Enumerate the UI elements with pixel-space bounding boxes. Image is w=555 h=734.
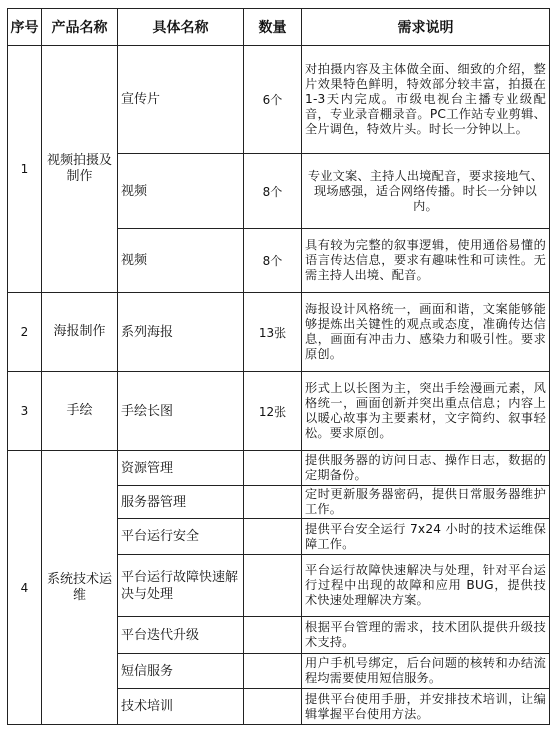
item-quantity bbox=[244, 555, 302, 617]
item-name: 系列海报 bbox=[118, 293, 244, 372]
row-index: 4 bbox=[8, 451, 42, 725]
requirements-table bbox=[7, 8, 550, 725]
item-name: 服务器管理 bbox=[118, 486, 244, 519]
item-description: 根据平台管理的需求，技术团队提供升级技术支持。 bbox=[302, 617, 550, 654]
item-name: 资源管理 bbox=[118, 451, 244, 486]
item-description: 专业文案、主持人出境配音，要求接地气、现场感强，适合网络传播。时长一分钟以内。 bbox=[302, 154, 550, 229]
product-name: 手绘 bbox=[42, 372, 118, 451]
header-description: 需求说明 bbox=[302, 9, 550, 46]
header-item: 具体名称 bbox=[118, 9, 244, 46]
item-quantity bbox=[244, 451, 302, 486]
item-quantity: 13张 bbox=[244, 293, 302, 372]
item-name: 平台运行安全 bbox=[118, 519, 244, 555]
header-product: 产品名称 bbox=[42, 9, 118, 46]
item-description: 用户手机号绑定，后台问题的核转和办结流程均需要使用短信服务。 bbox=[302, 654, 550, 689]
item-description: 定时更新服务器密码，提供日常服务器维护工作。 bbox=[302, 486, 550, 519]
item-quantity: 8个 bbox=[244, 229, 302, 293]
item-name: 视频 bbox=[118, 229, 244, 293]
item-quantity bbox=[244, 486, 302, 519]
item-quantity bbox=[244, 689, 302, 725]
item-description: 对拍摄内容及主体做全面、细致的介绍，整片效果特色鲜明，特效部分较丰富，拍摄在1-3天内完成。市级电视台主播专业级配音，专业录音棚录音。PC工作站专业剪辑、全片调色，特效片头。时长一分钟以上。 bbox=[302, 46, 550, 154]
item-name: 视频 bbox=[118, 154, 244, 229]
item-description: 提供平台使用手册，并安排技术培训，让编辑掌握平台使用方法。 bbox=[302, 689, 550, 725]
item-quantity: 12张 bbox=[244, 372, 302, 451]
item-description: 平台运行故障快速解决与处理，针对平台运行过程中出现的故障和应用 BUG，提供技术快速处理解决方案。 bbox=[302, 555, 550, 617]
product-name: 视频拍摄及制作 bbox=[42, 46, 118, 293]
item-description: 提供服务器的访问日志、操作日志，数据的定期备份。 bbox=[302, 451, 550, 486]
product-name: 系统技术运维 bbox=[42, 451, 118, 725]
item-quantity: 8个 bbox=[244, 154, 302, 229]
table-row bbox=[8, 372, 550, 451]
item-description: 海报设计风格统一，画面和谐，文案能够能够提炼出关键性的观点或态度，准确传达信息，画面有冲击力、感染力和吸引性。要求原创。 bbox=[302, 293, 550, 372]
item-quantity bbox=[244, 617, 302, 654]
table-row bbox=[8, 451, 550, 486]
item-quantity bbox=[244, 654, 302, 689]
item-quantity bbox=[244, 519, 302, 555]
item-name: 平台迭代升级 bbox=[118, 617, 244, 654]
product-name: 海报制作 bbox=[42, 293, 118, 372]
item-quantity: 6个 bbox=[244, 46, 302, 154]
table-row bbox=[8, 46, 550, 154]
item-description: 提供平台安全运行 7x24 小时的技术运维保障工作。 bbox=[302, 519, 550, 555]
header-quantity: 数量 bbox=[244, 9, 302, 46]
header-row bbox=[8, 9, 550, 46]
item-name: 手绘长图 bbox=[118, 372, 244, 451]
row-index: 1 bbox=[8, 46, 42, 293]
item-description: 形式上以长图为主，突出手绘漫画元素，风格统一，画面创新并突出重点信息；内容上以暖心故事为主要素材，文字简约、叙事轻松。要求原创。 bbox=[302, 372, 550, 451]
item-name: 技术培训 bbox=[118, 689, 244, 725]
item-name: 短信服务 bbox=[118, 654, 244, 689]
row-index: 2 bbox=[8, 293, 42, 372]
item-name: 宣传片 bbox=[118, 46, 244, 154]
table-row bbox=[8, 293, 550, 372]
header-index: 序号 bbox=[8, 9, 42, 46]
row-index: 3 bbox=[8, 372, 42, 451]
item-name: 平台运行故障快速解决与处理 bbox=[118, 555, 244, 617]
item-description: 具有较为完整的叙事逻辑，使用通俗易懂的语言传达信息，要求有趣味性和可读性。无需主持人出境、配音。 bbox=[302, 229, 550, 293]
